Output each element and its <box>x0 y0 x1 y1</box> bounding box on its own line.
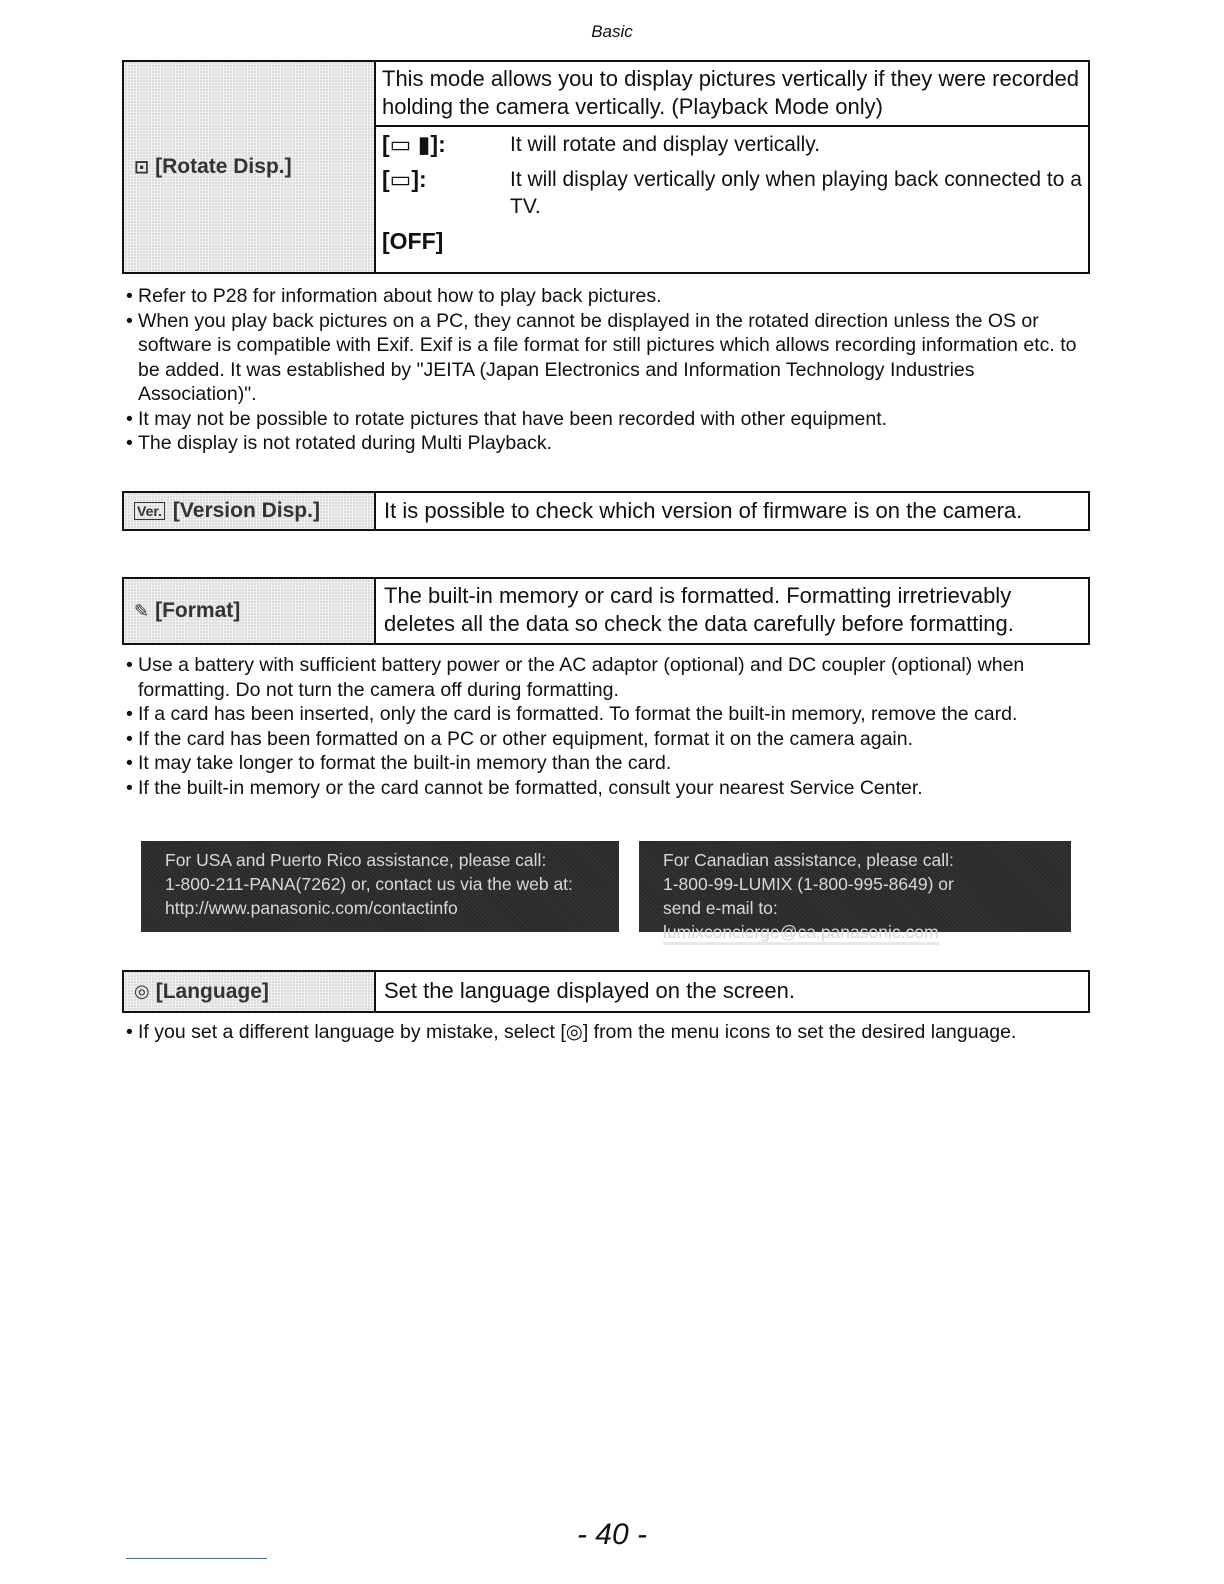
note-item: • It may take longer to format the built-in memory than the card. <box>126 751 1090 776</box>
version-icon: Ver. <box>134 502 165 520</box>
format-box <box>122 577 1090 645</box>
rotate-option-on-value: It will rotate and display vertically. <box>510 133 821 156</box>
rotate-option-off <box>382 228 1082 255</box>
note-item: • If a card has been inserted, only the card is formatted. To format the built-in memory, remove the card. <box>126 702 1090 727</box>
rotate-notes <box>126 284 1090 456</box>
rotate-disp-description: This mode allows you to display pictures vertically if they were recorded holding the camera vertically. (Playback Mode only) <box>376 62 1088 127</box>
version-disp-box <box>122 491 1090 531</box>
rotate-disp-icon: ⊡ <box>134 156 150 177</box>
rotate-disp-label-cell <box>124 62 376 272</box>
version-disp-label: [Version Disp.] <box>172 499 320 522</box>
note-item: • If the built-in memory or the card cannot be formatted, consult your nearest Service Center. <box>126 776 1090 801</box>
canada-contact-phone: 1-800-99-LUMIX (1-800-995-8649) or <box>663 874 954 894</box>
rotate-option-on-key: [▭ ▮]: <box>382 131 446 157</box>
section-header: Basic <box>591 22 633 41</box>
usa-contact-phone: 1-800-211-PANA(7262) or, contact us via the web at: <box>165 874 573 894</box>
format-label-cell <box>124 579 376 643</box>
page-number: - 40 - <box>576 1518 648 1551</box>
language-box <box>122 970 1090 1013</box>
version-disp-description: It is possible to check which version of firmware is on the camera. <box>384 498 1023 523</box>
footer-rule <box>126 1558 267 1559</box>
usa-contact-panel <box>141 841 619 932</box>
rotate-disp-box <box>122 60 1090 274</box>
usa-contact-url[interactable]: http://www.panasonic.com/contactinfo <box>165 898 458 918</box>
rotate-option-off-key: [OFF] <box>382 228 444 254</box>
format-icon: ✎ <box>134 600 150 621</box>
canada-contact-panel <box>639 841 1071 942</box>
rotate-option-tv <box>382 166 1082 220</box>
canada-contact-email-line <box>663 896 1047 944</box>
canada-email-prefix: send e-mail to: <box>663 898 778 918</box>
canada-email-link[interactable]: lumixconcierge@ca.panasonic.com <box>663 922 939 945</box>
canada-contact-line: For Canadian assistance, please call: <box>663 850 954 870</box>
rotate-option-on <box>382 131 1082 158</box>
language-label-cell <box>124 972 376 1011</box>
rotate-disp-options <box>376 127 1088 267</box>
format-description: The built-in memory or card is formatted. Formatting irretrievably deletes all the data so check the data carefully before formatting. <box>384 583 1014 636</box>
version-disp-label-cell <box>124 493 376 529</box>
note-item: • The display is not rotated during Multi Playback. <box>126 431 1090 456</box>
usa-contact-line: For USA and Puerto Rico assistance, please call: <box>165 850 547 870</box>
rotate-disp-label: [Rotate Disp.] <box>155 155 292 178</box>
format-label: [Format] <box>155 599 241 622</box>
format-notes <box>126 653 1090 800</box>
language-icon: ◎ <box>134 981 150 1001</box>
language-label: [Language] <box>155 979 269 1003</box>
note-item: • Use a battery with sufficient battery power or the AC adaptor (optional) and DC coupler (optional) when formatting. Do not turn the camera off during formatting. <box>126 653 1090 702</box>
note-item: • Refer to P28 for information about how to play back pictures. <box>126 284 1090 309</box>
note-item: • When you play back pictures on a PC, they cannot be displayed in the rotated direction unless the OS or software is compatible with Exif. Exif is a file format for still pictures which allows recording information etc. to be added. It was established by "JEITA (Japan Electronics and Information Technology Industries Association)". <box>126 309 1090 407</box>
note-item: • If the card has been formatted on a PC or other equipment, format it on the camera again. <box>126 727 1090 752</box>
note-item: • If you set a different language by mistake, select [◎] from the menu icons to set the desired language. <box>126 1020 1090 1045</box>
language-notes <box>126 1020 1090 1045</box>
rotate-option-tv-value: It will display vertically only when playing back connected to a TV. <box>510 168 1082 218</box>
rotate-option-tv-key: [▭]: <box>382 166 427 192</box>
note-item: • It may not be possible to rotate pictures that have been recorded with other equipment. <box>126 407 1090 432</box>
language-description: Set the language displayed on the screen. <box>384 978 795 1003</box>
